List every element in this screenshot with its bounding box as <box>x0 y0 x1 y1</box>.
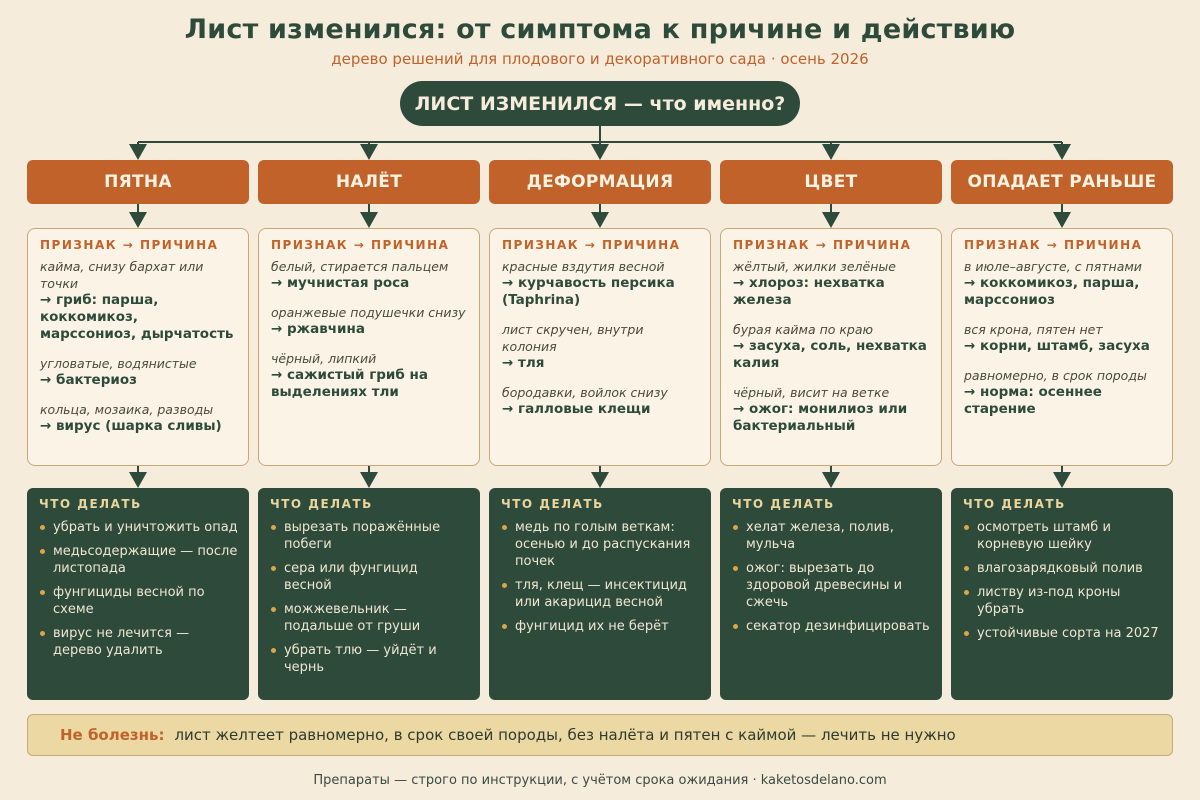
bullet-dot-icon <box>40 525 45 530</box>
bullet-dot-icon <box>40 549 45 554</box>
sign-description: кольца, мозаика, разводы <box>40 402 214 417</box>
sign-card-deformation <box>489 228 711 466</box>
action-item <box>963 560 1162 577</box>
sign-description: чёрный, липкий <box>271 351 377 366</box>
action-section-label: ЧТО ДЕЛАТЬ <box>501 497 604 511</box>
action-item <box>39 584 238 618</box>
sign-section-label: ПРИЗНАК → ПРИЧИНА <box>271 238 450 252</box>
arrow-down-icon <box>591 472 609 488</box>
bullet-dot-icon <box>964 631 969 636</box>
sign-cause: → ржавчина <box>271 321 365 337</box>
sign-cause: → корни, штамб, засуха <box>964 338 1150 354</box>
bullet-dot-icon <box>964 525 969 530</box>
sign-cause: → хлороз: нехватка железа <box>733 275 885 308</box>
action-text: ожог: вырезать до здоровой древесины и сжечь <box>746 561 903 610</box>
arrow-down-icon <box>129 212 147 228</box>
bullet-dot-icon <box>502 624 507 629</box>
action-text: секатор дезинфицировать <box>746 619 930 634</box>
bullet-dot-icon <box>964 566 969 571</box>
action-text: фунгициды весной по схеме <box>53 585 205 617</box>
arrow-down-icon <box>129 472 147 488</box>
action-item <box>39 625 238 659</box>
action-text: осмотреть штамб и корневую шейку <box>977 520 1111 552</box>
arrow-down-icon <box>1053 212 1071 228</box>
note-text: лист желтеет равномерно, в срок своей породы, без налёта и пятен с каймой — лечить не нужно <box>174 726 956 744</box>
arrow-down-icon <box>1053 472 1071 488</box>
action-section-label: ЧТО ДЕЛАТЬ <box>39 497 142 511</box>
bullet-dot-icon <box>733 525 738 530</box>
action-item <box>39 543 238 577</box>
arrow-down-icon <box>360 144 378 160</box>
action-card-color <box>720 488 942 700</box>
sign-section-label: ПРИЗНАК → ПРИЧИНА <box>40 238 219 252</box>
bullet-dot-icon <box>502 525 507 530</box>
sign-description: угловатые, водянистые <box>40 356 197 371</box>
sign-description: вся крона, пятен нет <box>964 322 1103 337</box>
action-text: медьсодержащие — после листопада <box>53 544 238 576</box>
sign-cause: → вирус (шарка сливы) <box>40 418 222 434</box>
sign-section-label: ПРИЗНАК → ПРИЧИНА <box>964 238 1143 252</box>
action-item <box>270 642 469 676</box>
sign-card-coating <box>258 228 480 466</box>
sign-description: бородавки, войлок снизу <box>502 385 668 400</box>
action-text: вырезать поражённые побеги <box>284 520 441 552</box>
root-node: ЛИСТ ИЗМЕНИЛСЯ — что именно? <box>400 81 800 126</box>
sign-card-spots <box>27 228 249 466</box>
sign-cause: → тля <box>502 355 545 371</box>
sign-description: кайма, снизу бархат или точки <box>40 259 204 291</box>
action-item <box>270 601 469 635</box>
action-card-spots <box>27 488 249 700</box>
sign-cause: → ожог: монилиоз или бактериальный <box>733 401 908 434</box>
action-list <box>732 519 931 635</box>
sign-description: белый, стирается пальцем <box>271 259 449 274</box>
action-text: фунгицид их не берёт <box>515 619 669 634</box>
action-item <box>963 584 1162 618</box>
action-section-label: ЧТО ДЕЛАТЬ <box>732 497 835 511</box>
action-list <box>39 519 238 659</box>
action-item <box>732 560 931 611</box>
action-text: тля, клещ — инсектицид или акарицид весной <box>515 578 687 610</box>
category-early-drop: ОПАДАЕТ РАНЬШЕ <box>951 160 1173 204</box>
arrow-down-icon <box>822 472 840 488</box>
category-color: ЦВЕТ <box>720 160 942 204</box>
action-list <box>963 519 1162 642</box>
sign-cause: → курчавость персика (Taphrina) <box>502 275 675 308</box>
sign-cause: → засуха, соль, нехватка калия <box>733 338 927 371</box>
action-item <box>270 560 469 594</box>
footer-text: Препараты — строго по инструкции, с учётом срока ожидания · kaketosdelano.com <box>313 773 887 788</box>
action-item <box>732 519 931 553</box>
action-item <box>732 618 931 635</box>
arrow-down-icon <box>360 212 378 228</box>
sign-section-label: ПРИЗНАК → ПРИЧИНА <box>502 238 681 252</box>
action-item <box>501 618 700 635</box>
arrow-down-icon <box>822 212 840 228</box>
bullet-dot-icon <box>271 525 276 530</box>
action-card-deformation <box>489 488 711 700</box>
sign-cause: → мучнистая роса <box>271 275 410 291</box>
bullet-dot-icon <box>271 648 276 653</box>
arrow-down-icon <box>822 144 840 160</box>
sign-description: оранжевые подушечки снизу <box>271 305 466 320</box>
action-section-label: ЧТО ДЕЛАТЬ <box>270 497 373 511</box>
sign-cause: → галловые клещи <box>502 401 651 417</box>
sign-card-early-drop <box>951 228 1173 466</box>
bullet-dot-icon <box>271 607 276 612</box>
page-subtitle: дерево решений для плодового и декоративного сада · осень 2026 <box>331 50 869 68</box>
action-item <box>270 519 469 553</box>
action-item <box>501 577 700 611</box>
action-text: убрать тлю — уйдёт и чернь <box>284 643 437 675</box>
sign-description: лист скручен, внутри колония <box>502 322 644 354</box>
sign-description: чёрный, висит на ветке <box>733 385 890 400</box>
bullet-dot-icon <box>40 631 45 636</box>
sign-description: жёлтый, жилки зелёные <box>733 259 896 274</box>
sign-section-label: ПРИЗНАК → ПРИЧИНА <box>733 238 912 252</box>
sign-cause: → норма: осеннее старение <box>964 384 1102 417</box>
sign-cause: → сажистый гриб на выделениях тли <box>271 367 428 400</box>
action-text: листву из-под кроны убрать <box>977 585 1121 617</box>
action-text: убрать и уничтожить опад <box>53 520 238 535</box>
action-item <box>963 519 1162 553</box>
sign-description: бурая кайма по краю <box>733 322 874 337</box>
sign-card-color <box>720 228 942 466</box>
note-box <box>27 714 1173 756</box>
sign-description: равномерно, в срок породы <box>964 368 1147 383</box>
action-text: можжевельник — подальше от груши <box>284 602 421 634</box>
arrow-down-icon <box>129 144 147 160</box>
sign-cause: → бактериоз <box>40 372 137 388</box>
action-text: медь по голым веткам: осенью и до распускания почек <box>515 520 691 569</box>
sign-description: красные вздутия весной <box>502 259 665 274</box>
category-coating: НАЛЁТ <box>258 160 480 204</box>
arrow-down-icon <box>591 212 609 228</box>
note-label: Не болезнь: <box>60 726 165 744</box>
bullet-dot-icon <box>733 566 738 571</box>
action-text: устойчивые сорта на 2027 <box>977 626 1159 641</box>
arrow-down-icon <box>591 144 609 160</box>
action-item <box>39 519 238 536</box>
category-spots: ПЯТНА <box>27 160 249 204</box>
action-text: вирус не лечится — дерево удалить <box>53 626 190 658</box>
category-deformation: ДЕФОРМАЦИЯ <box>489 160 711 204</box>
sign-description: в июле–августе, с пятнами <box>964 259 1142 274</box>
action-text: хелат железа, полив, мульча <box>746 520 894 552</box>
action-item <box>501 519 700 570</box>
bullet-dot-icon <box>964 590 969 595</box>
bullet-dot-icon <box>733 624 738 629</box>
bullet-dot-icon <box>40 590 45 595</box>
arrow-down-icon <box>1053 144 1071 160</box>
sign-cause: → коккомикоз, парша, марссониоз <box>964 275 1140 308</box>
action-text: влагозарядковый полив <box>977 561 1143 576</box>
bullet-dot-icon <box>271 566 276 571</box>
action-text: сера или фунгицид весной <box>284 561 418 593</box>
action-item <box>963 625 1162 642</box>
sign-cause: → гриб: парша, коккомикоз, марссониоз, дырчатость <box>40 292 234 342</box>
action-card-early-drop <box>951 488 1173 700</box>
arrow-down-icon <box>360 472 378 488</box>
action-section-label: ЧТО ДЕЛАТЬ <box>963 497 1066 511</box>
action-list <box>501 519 700 635</box>
page-title: Лист изменился: от симптома к причине и действию <box>184 14 1016 45</box>
action-list <box>270 519 469 676</box>
action-card-coating <box>258 488 480 700</box>
bullet-dot-icon <box>502 583 507 588</box>
